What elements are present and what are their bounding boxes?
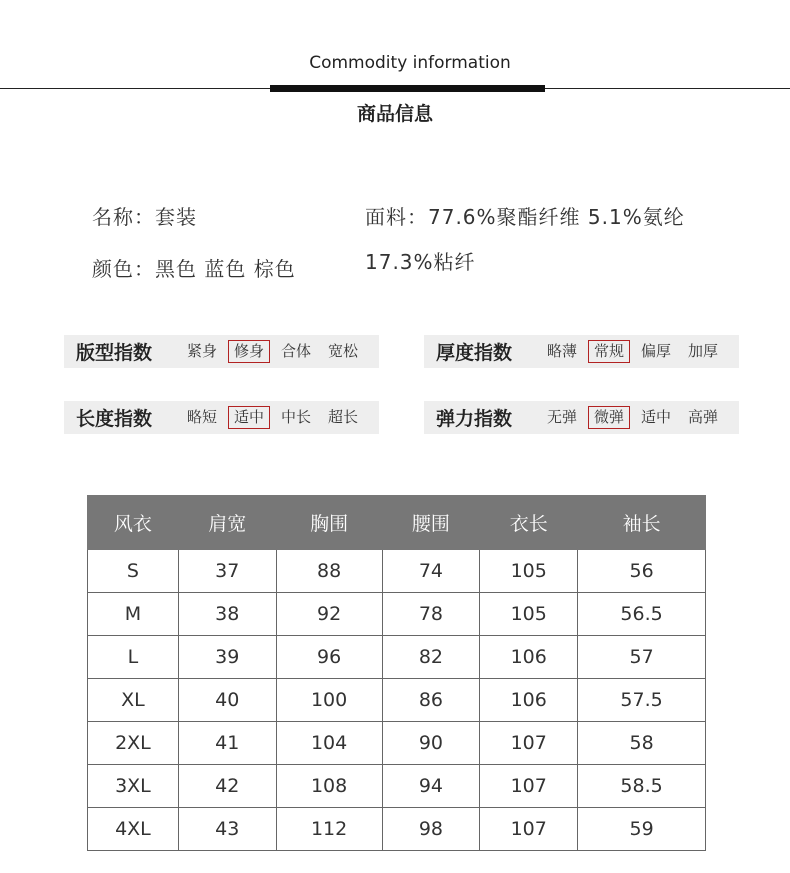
table-row [88, 636, 706, 679]
table-cell: 108 [276, 765, 382, 808]
rating-option-selected: 修身 [228, 340, 270, 363]
rating-option: 偏厚 [641, 342, 672, 360]
rating-option: 略薄 [547, 342, 578, 360]
table-cell: 105 [480, 593, 578, 636]
column-header: 肩宽 [178, 496, 276, 550]
table-cell: 96 [276, 636, 382, 679]
column-header: 风衣 [88, 496, 179, 550]
table-cell: 3XL [88, 765, 179, 808]
table-header-row [88, 496, 706, 550]
rating-option: 紧身 [187, 342, 218, 360]
page-title-en: Commodity information [309, 53, 511, 73]
rating-option-selected: 适中 [228, 406, 270, 429]
rating-option-selected: 常规 [588, 340, 630, 363]
length-rating [64, 401, 379, 434]
table-cell: 57 [578, 636, 706, 679]
column-header: 衣长 [480, 496, 578, 550]
table-row [88, 679, 706, 722]
table-cell: 39 [178, 636, 276, 679]
product-name: 名称：套装 [92, 205, 197, 229]
table-cell: 57.5 [578, 679, 706, 722]
table-cell: 105 [480, 550, 578, 593]
product-fabric-line2: 17.3%粘纤 [365, 250, 476, 274]
table-cell: 58 [578, 722, 706, 765]
table-cell: 88 [276, 550, 382, 593]
table-cell: 98 [382, 808, 480, 851]
rating-label: 厚度指数 [436, 342, 513, 364]
table-cell: L [88, 636, 179, 679]
header-accent-bar [270, 85, 545, 92]
rating-option-selected: 微弹 [588, 406, 630, 429]
column-header: 袖长 [578, 496, 706, 550]
table-cell: 56.5 [578, 593, 706, 636]
table-row [88, 808, 706, 851]
table-cell: 38 [178, 593, 276, 636]
table-cell: 107 [480, 765, 578, 808]
table-cell: 82 [382, 636, 480, 679]
table-cell: 107 [480, 808, 578, 851]
table-row [88, 722, 706, 765]
table-cell: 56 [578, 550, 706, 593]
table-row [88, 550, 706, 593]
column-header: 腰围 [382, 496, 480, 550]
rating-option: 加厚 [688, 342, 719, 360]
table-cell: 58.5 [578, 765, 706, 808]
fit-rating [64, 335, 379, 368]
table-cell: 37 [178, 550, 276, 593]
table-cell: 106 [480, 679, 578, 722]
table-cell: 106 [480, 636, 578, 679]
rating-option: 超长 [328, 408, 359, 426]
rating-option: 中长 [281, 408, 312, 426]
table-cell: S [88, 550, 179, 593]
table-cell: 112 [276, 808, 382, 851]
table-cell: 86 [382, 679, 480, 722]
rating-option: 无弹 [547, 408, 578, 426]
rating-option: 宽松 [328, 342, 359, 360]
product-fabric-line1: 面料：77.6%聚酯纤维 5.1%氨纶 [365, 205, 685, 229]
rating-option: 合体 [281, 342, 312, 360]
table-cell: 59 [578, 808, 706, 851]
rating-label: 弹力指数 [436, 408, 513, 430]
rating-option: 适中 [641, 408, 672, 426]
page-title-cn: 商品信息 [356, 103, 433, 125]
table-cell: 74 [382, 550, 480, 593]
table-cell: M [88, 593, 179, 636]
column-header: 胸围 [276, 496, 382, 550]
table-cell: 100 [276, 679, 382, 722]
product-colors: 颜色：黑色 蓝色 棕色 [92, 257, 296, 281]
table-cell: 40 [178, 679, 276, 722]
table-row [88, 593, 706, 636]
size-chart-table [87, 495, 706, 851]
table-cell: 2XL [88, 722, 179, 765]
table-cell: 94 [382, 765, 480, 808]
table-cell: 4XL [88, 808, 179, 851]
elasticity-rating [424, 401, 739, 434]
rating-option: 略短 [187, 408, 218, 426]
rating-label: 长度指数 [76, 408, 153, 430]
table-cell: 78 [382, 593, 480, 636]
table-cell: 107 [480, 722, 578, 765]
table-cell: 92 [276, 593, 382, 636]
rating-label: 版型指数 [76, 342, 153, 364]
table-cell: XL [88, 679, 179, 722]
table-row [88, 765, 706, 808]
table-cell: 41 [178, 722, 276, 765]
thickness-rating [424, 335, 739, 368]
table-cell: 42 [178, 765, 276, 808]
table-cell: 90 [382, 722, 480, 765]
table-cell: 104 [276, 722, 382, 765]
table-cell: 43 [178, 808, 276, 851]
rating-option: 高弹 [688, 408, 719, 426]
